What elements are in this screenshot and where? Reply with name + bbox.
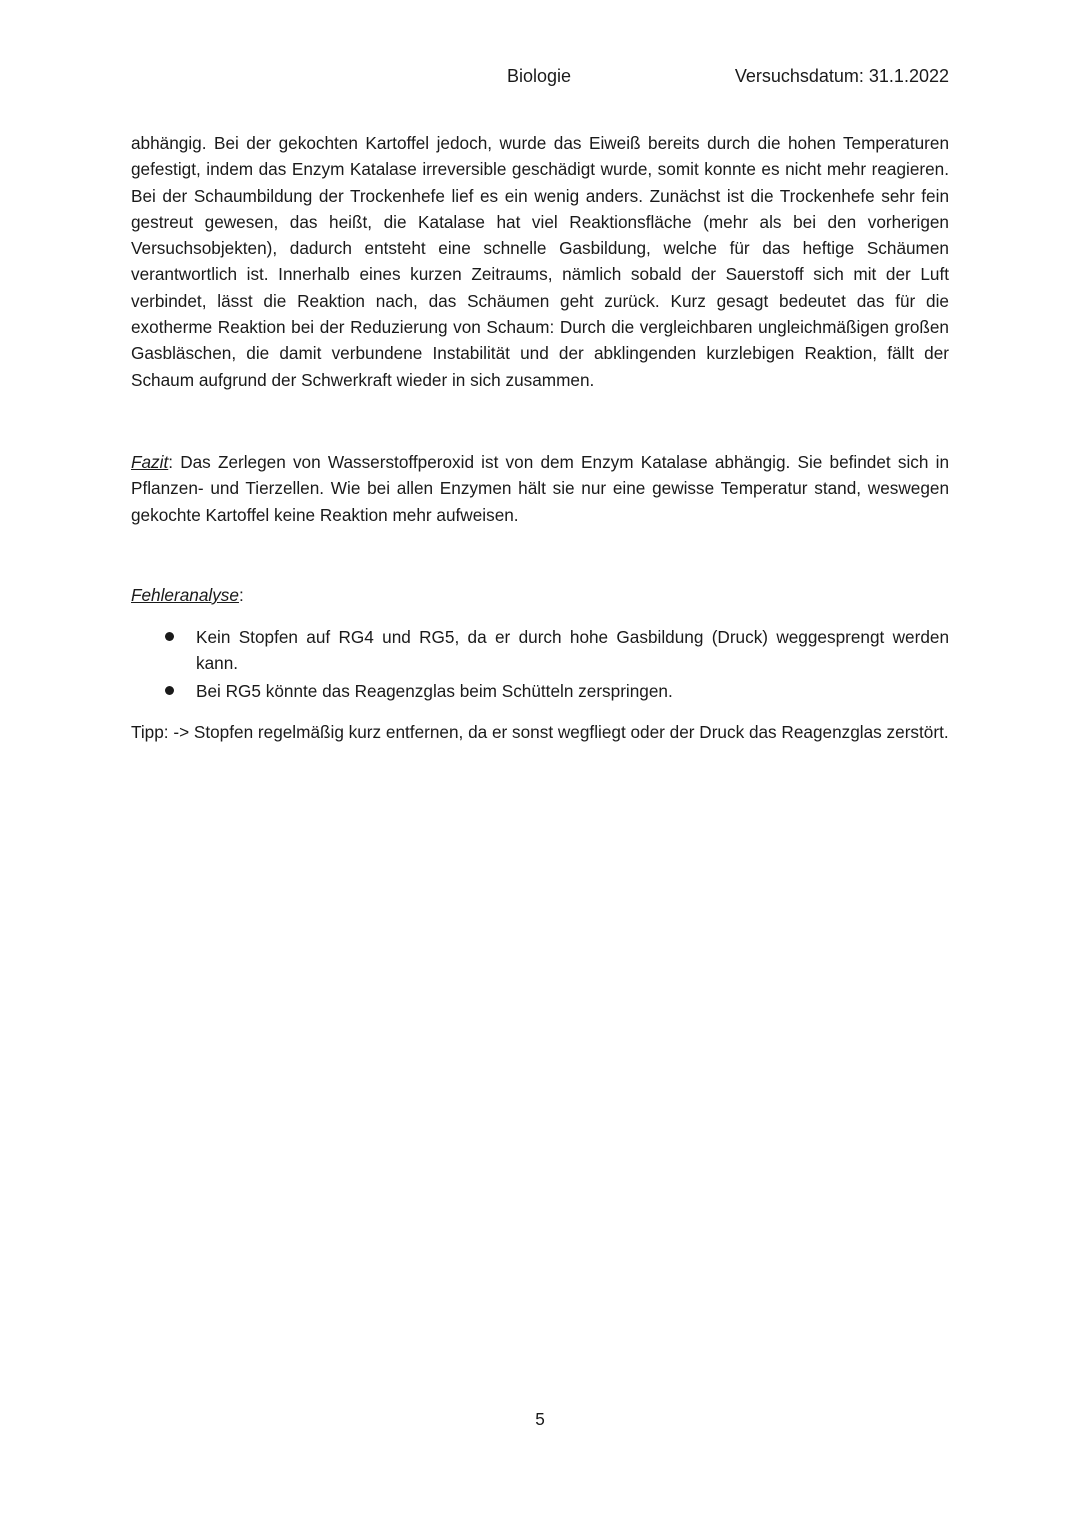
fehleranalyse-label: Fehleranalyse [131,585,239,605]
fazit-section [131,449,949,528]
fehleranalyse-colon: : [238,585,244,605]
fazit-paragraph [131,449,949,528]
header-date: Versuchsdatum: 31.1.2022 [734,66,949,86]
header-subject: Biologie [506,66,572,86]
bullet-icon [165,632,174,641]
list-item [131,624,949,677]
paragraph-text: abhängig. Bei der gekochten Kartoffel jedoch, wurde das Eiweiß bereits durch die hohen Temperaturen gefestigt, indem das Enzym Katalase irreversible geschädigt wurde, somit konnte es nicht mehr reagieren. Bei der Schaumbildung der Trockenhefe lief es ein wenig anders. Zunächst ist die Trockenhefe sehr fein gestreut gewesen, das heißt, die Katalase hat viel Reaktionsfläche (mehr als bei den vorherigen Versuchsobjekten), dadurch entsteht eine schnelle Gasbildung, welche für das heftige Schäumen verantwortlich ist. Innerhalb eines kurzen Zeitraums, nämlich sobald der Sauerstoff sich mit der Luft verbindet, lässt die Reaktion nach, das Schäumen geht zurück. Kurz gesagt bedeutet das für die exotherme Reaktion bei der Reduzierung von Schaum: Durch die vergleichbaren ungleichmäßigen großen Gasbläschen, die damit verbundene Instabilität und der abklingenden kurzlebigen Reaktion, fällt der Schaum aufgrund der Schwerkraft wieder in sich zusammen. [131,133,949,390]
body-paragraph [131,130,949,393]
fazit-label: Fazit [131,452,169,472]
fehleranalyse-list [131,624,949,705]
fehleranalyse-heading [131,582,949,608]
page-number: 5 [535,1409,545,1429]
list-item [131,678,949,704]
bullet-icon [165,686,174,695]
tipp-section [131,719,949,745]
fazit-text: : Das Zerlegen von Wasserstoffperoxid ist von dem Enzym Katalase abhängig. Sie befindet sich in Pflanzen- und Tierzellen. Wie bei allen Enzymen hält sie nur eine gewisse Temperatur stand, weswegen gekochte Kartoffel keine Reaktion mehr aufweisen. [131,452,949,525]
list-item-text: Kein Stopfen auf RG4 und RG5, da er durch hohe Gasbildung (Druck) weggesprengt werden kann. [196,627,949,674]
tipp-text: Tipp: -> Stopfen regelmäßig kurz entfernen, da er sonst wegfliegt oder der Druck das Reagenzglas zerstört. [131,722,949,742]
list-item-text: Bei RG5 könnte das Reagenzglas beim Schütteln zerspringen. [196,680,673,701]
